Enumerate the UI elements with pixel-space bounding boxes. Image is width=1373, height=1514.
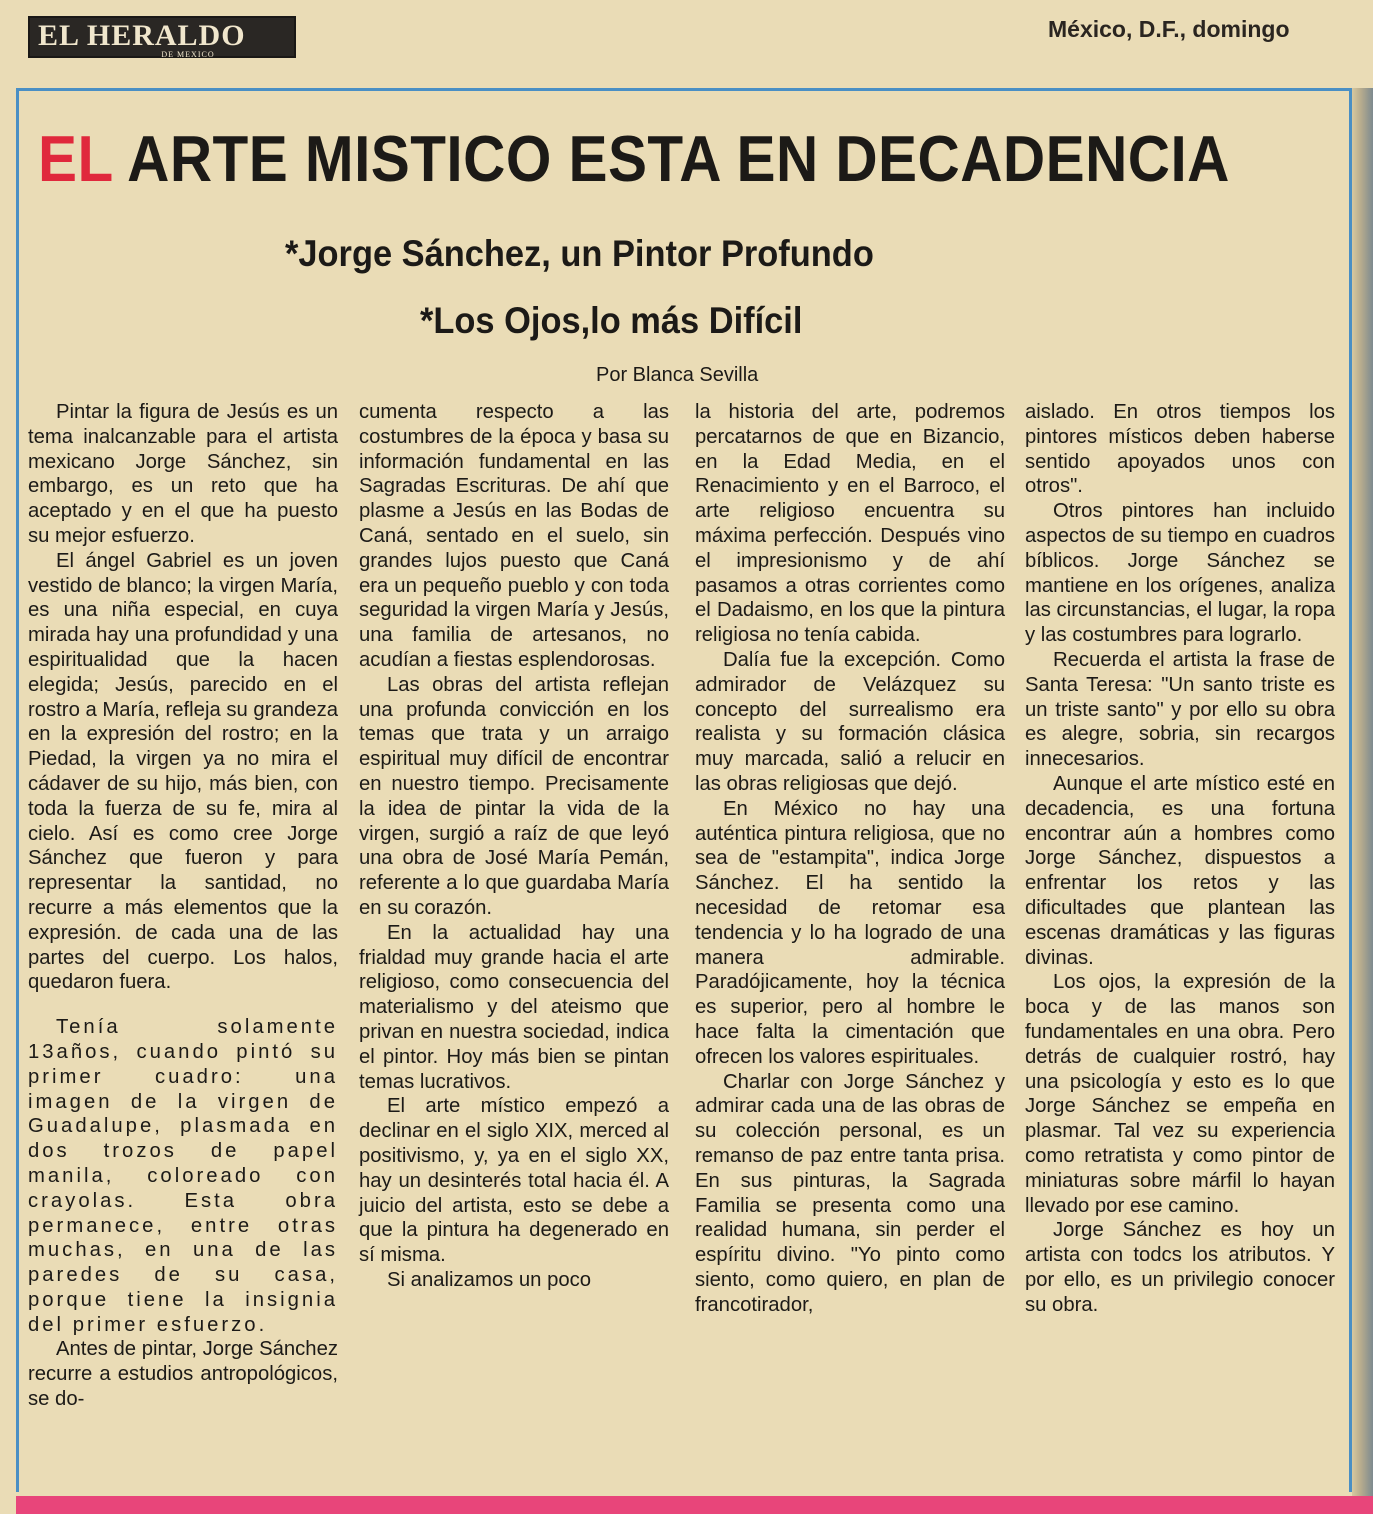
article-column-1 bbox=[28, 400, 338, 1412]
paragraph: Aunque el arte místico esté en decadencia, es una fortuna encontrar aún a hombres como Jorge Sánchez, dispuestos a enfrentar los retos y las dificultades que plantean las escenas dramáticas y las figuras divinas. bbox=[1025, 772, 1335, 969]
paragraph: Charlar con Jorge Sánchez y admirar cada una de las obras de su colección personal, es un remanso de paz entre tanta prisa. En sus pinturas, la Sagrada Familia se presenta como una realidad humana, sin perder el espíritu divino. "Yo pinto como siento, como quiero, en plan de francotirador, bbox=[695, 1070, 1005, 1316]
subheadline-2: *Los Ojos,lo más Difícil bbox=[420, 300, 803, 341]
paragraph: En México no hay una auténtica pintura religiosa, que no sea de "estampita", indica Jorge Sánchez. El ha sentido la necesidad de retomar esa tendencia y lo ha logrado de una manera admirable. Paradójicamente, hoy la técnica es superior, pero al hombre le hace falta la cimentación que ofrecen los valores espirituales. bbox=[695, 797, 1005, 1068]
paragraph: El ángel Gabriel es un joven vestido de blanco; la virgen María, es una niña especial, en cuya mirada hay una profundidad y una espiritualidad que la hacen elegida; Jesús, parecido en el rostro a María, refleja su grandeza en la expresión del rostro; en la Piedad, la virgen ya no mira el cádaver de su hijo, más bien, con toda la fuerza de su fe, mira al cielo. Así es como cree Jorge Sánchez que fueron y para representar la santidad, no recurre a más elementos que la expresión. de cada una de las partes del cuerpo. Los halos, quedaron fuera. bbox=[28, 549, 339, 994]
article-column-3 bbox=[695, 400, 1005, 1317]
masthead-subtitle: DE MEXICO bbox=[161, 50, 215, 59]
paragraph: la historia del arte, podremos percatarnos de que en Bizancio, en la Edad Media, en el Renacimiento y en el Barroco, el arte religioso encuentra su máxima perfección. Después vino el impresionismo y de ahí pasamos a otras corrientes como el Dadaismo, en los que la pintura religiosa no tenía cabida. bbox=[695, 401, 1005, 647]
paragraph: Las obras del artista reflejan una profunda convicción en los temas que trata y un arraigo espiritual muy difícil de encontrar en nuestro tiempo. Precisamente la idea de pintar la vida de la virgen, surgió a raíz de que leyó una obra de José María Pemán, referente a lo que guardaba María en su corazón. bbox=[359, 673, 669, 919]
paragraph: Otros pintores han incluido aspectos de su tiempo en cuadros bíblicos. Jorge Sánchez se mantiene en los orígenes, analiza las circunstancias, el lugar, la ropa y las costumbres para lograrlo. bbox=[1025, 500, 1336, 647]
article-column-2 bbox=[359, 400, 669, 1293]
paragraph: Dalía fue la excepción. Como admirador de Velázquez su concepto del surrealismo era realista y su formación clásica muy marcada, salió a relucir en las obras religiosas que dejó. bbox=[695, 648, 1005, 795]
bottom-color-strip bbox=[16, 1496, 1373, 1514]
article-column-4 bbox=[1025, 400, 1335, 1317]
paragraph: Recuerda el artista la frase de Santa Teresa: "Un santo triste es un triste santo" y por ello su obra es alegre, sobria, sin recargos innecesarios. bbox=[1025, 648, 1335, 771]
paragraph: Si analizamos un poco bbox=[387, 1268, 592, 1291]
paragraph: Los ojos, la expresión de la boca y de las manos son fundamentales en una obra. Pero detrás de cualquier rostró, hay una psicología y esto es lo que Jorge Sánchez se empeña en plasmar. Tal vez su experiencia como retratista y como pintor de miniaturas sobre márfil lo hayan llevado por ese camino. bbox=[1025, 971, 1335, 1217]
paragraph: aislado. En otros tiempos los pintores místicos deben haberse sentido apoyados unos con otros". bbox=[1025, 401, 1335, 498]
headline-rest: ARTE MISTICO ESTA EN DECADENCIA bbox=[127, 122, 1230, 195]
paragraph: Antes de pintar, Jorge Sánchez recurre a estudios antropológicos, se do- bbox=[28, 1338, 338, 1411]
paragraph: En la actualidad hay una frialdad muy grande hacia el arte religioso, como consecuencia del materialismo y del ateismo que privan en nuestra sociedad, indica el pintor. Hoy más bien se pintan temas lucrativos. bbox=[359, 921, 669, 1093]
paragraph: El arte místico empezó a declinar en el siglo XIX, merced al positivismo, y, ya en el siglo XX, hay un desinterés total hacia él. A juicio del artista, esto se debe a que la pintura ha degenerado en sí misma. bbox=[359, 1095, 669, 1267]
dateline: México, D.F., domingo bbox=[1048, 16, 1290, 42]
paragraph: cumenta respecto a las costumbres de la época y basa su información fundamental en las Sagradas Escrituras. De ahí que plasme a Jesús en las Bodas de Caná, sentado en el suelo, sin grandes lujos puesto que Caná era un pequeño pueblo y con toda seguridad la virgen María y Jesús, una familia de artesanos, no acudían a fiestas esplendorosas. bbox=[359, 401, 669, 671]
paragraph: Jorge Sánchez es hoy un artista con todcs los atributos. Y por ello, es un privilegio conocer su obra. bbox=[1025, 1219, 1335, 1316]
headline-first-word: EL bbox=[38, 122, 113, 195]
page-edge bbox=[1352, 88, 1373, 1514]
byline: Por Blanca Sevilla bbox=[596, 364, 759, 386]
masthead-title: EL HERALDO bbox=[38, 19, 246, 52]
paragraph: Pintar la figura de Jesús es un tema inalcanzable para el artista mexicano Jorge Sánchez, sin embargo, es un reto que ha aceptado y en el que ha puesto su mejor esfuerzo. bbox=[28, 401, 338, 547]
newspaper-masthead bbox=[28, 16, 296, 58]
article-headline bbox=[38, 122, 1230, 195]
paragraph: Tenía solamente 13años, cuando pintó su primer cuadro: una imagen de la virgen de Guadalupe, plasmada en dos trozos de papel manila, coloreado con crayolas. Esta obra permanece, entre otras muchas, en una de las paredes de su casa, porque tiene la insignia del primer esfuerzo. bbox=[28, 1016, 338, 1336]
subheadline-1: *Jorge Sánchez, un Pintor Profundo bbox=[285, 233, 874, 274]
